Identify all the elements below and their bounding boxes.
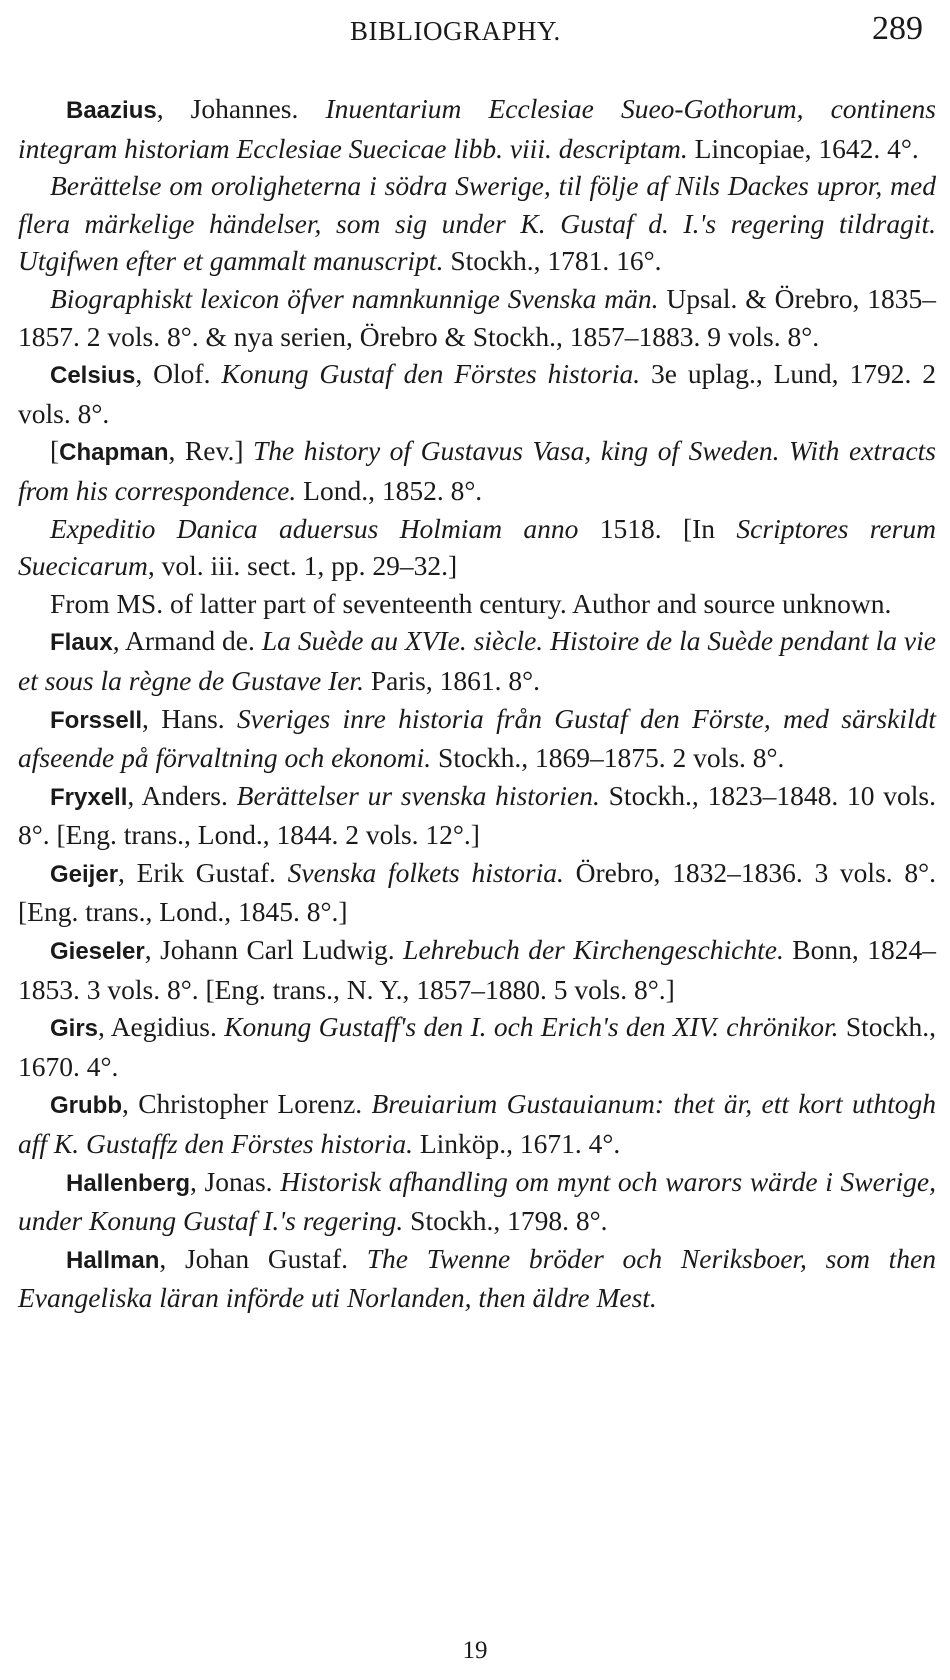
entry-author: Girs	[50, 1015, 99, 1043]
entry-imprint: Linköp., 1671. 4°.	[412, 1128, 621, 1160]
entry-author: Gieseler	[50, 938, 145, 966]
entry-details: , Jonas.	[190, 1165, 281, 1197]
entry-title: Biographiskt lexicon öfver namnkunnige Svenska män.	[50, 282, 659, 314]
entry-details: , Anders.	[127, 779, 237, 811]
bib-entry	[18, 90, 936, 167]
entry-author: Chapman	[59, 439, 169, 467]
page-number: 289	[872, 10, 923, 47]
entry-imprint: 3e uplag., Lund, 1792. 2 vols. 8°.	[18, 358, 936, 429]
entry-imprint: Stockh., 1670. 4°.	[18, 1011, 936, 1082]
entry-details: , Olof.	[135, 358, 222, 390]
entry-imprint: Stockh., 1823–1848. 10 vols. 8°. [Eng. trans., Lond., 1844. 2 vols. 12°.]	[18, 779, 936, 851]
entry-author: Flaux	[50, 629, 113, 657]
entry-imprint: Lond., 1852. 8°.	[296, 474, 483, 506]
entry-details: , Hans.	[142, 702, 238, 734]
entry-title: Breuiarium Gustauianum: thet är, ett kort uthtogh aff K. Gustaffz den Förstes historia.	[18, 1088, 937, 1160]
entry-details: , Erik Gustaf.	[118, 856, 288, 888]
entry-title: Historisk afhandling om mynt och warors wärde i Swerige, under Konung Gustaf I.'s regering.	[18, 1165, 936, 1237]
bib-note	[18, 585, 936, 623]
entry-title: Expeditio Danica aduersus Holmiam anno	[50, 512, 579, 544]
entry-author: Geijer	[50, 860, 119, 888]
signature-mark: 19	[462, 1637, 488, 1664]
entry-details: , Aegidius.	[98, 1011, 225, 1043]
entry-author: Hallenberg	[66, 1169, 191, 1197]
bib-entry	[18, 1240, 936, 1317]
page-header	[0, 8, 950, 48]
bib-entry	[18, 700, 936, 777]
entry-details: , Rev.]	[168, 435, 253, 467]
entry-title: Konung Gustaff's den I. och Erich's den XIV. chrönikor.	[224, 1011, 839, 1043]
entry-imprint: Lincopiae, 1642. 4°.	[687, 132, 919, 164]
open-bracket: [	[50, 435, 60, 467]
bib-entry	[18, 854, 936, 931]
entry-title: Lehrebuch der Kirchengeschichte.	[403, 934, 784, 966]
bib-entry	[18, 432, 936, 509]
entry-imprint: Stockh., 1781. 16°.	[443, 245, 662, 277]
running-head: BIBLIOGRAPHY.	[350, 16, 561, 46]
entry-imprint: 1518. [In	[578, 512, 737, 544]
entry-details: , Armand de.	[112, 625, 262, 657]
entry-details: , Johannes.	[156, 93, 326, 124]
entry-title: The Twenne bröder och Neriksboer, som then Evangeliska läran införde uti Norlanden, then äldre Mest.	[18, 1242, 936, 1314]
entry-imprint: Stockh., 1798. 8°.	[403, 1205, 608, 1237]
note-text: From MS. of latter part of seventeenth century. Author and source unknown.	[50, 587, 892, 619]
entry-title: Konung Gustaf den Förstes historia.	[221, 358, 641, 390]
entry-series-details: , vol. iii. sect. 1, pp. 29–32.]	[147, 550, 458, 582]
bibliography-body	[18, 90, 936, 1317]
entry-author: Fryxell	[50, 783, 128, 811]
entry-details: , Christopher Lorenz.	[122, 1088, 372, 1120]
bib-entry	[18, 280, 936, 355]
bib-entry	[18, 1163, 936, 1240]
bib-entry	[18, 167, 936, 280]
entry-imprint: Örebro, 1832–1836. 3 vols. 8°. [Eng. trans., Lond., 1845. 8°.]	[18, 856, 936, 928]
entry-imprint: Upsal. & Örebro, 1835–1857. 2 vols. 8°. & nya serien, Örebro & Stockh., 1857–1883. 9 vols. 8°.	[18, 282, 936, 352]
entry-imprint: Stockh., 1869–1875. 2 vols. 8°.	[431, 742, 785, 774]
bib-entry	[18, 777, 936, 854]
entry-author: Forssell	[50, 706, 143, 734]
entry-series-title: Scriptores rerum Suecicarum	[18, 512, 936, 582]
entry-title: Berättelse om oroligheterna i södra Swerige, til följe af Nils Dackes upror, med flera märkelige händelser, som sig under K. Gustaf d. I.'s regering tildragit. Utgifwen efter et gammalt manuscript.	[18, 170, 936, 277]
entry-title: Berättelser ur svenska historien.	[236, 779, 600, 811]
entry-author: Hallman	[66, 1246, 160, 1274]
bib-entry	[18, 510, 936, 585]
bib-entry	[18, 622, 936, 699]
bib-entry	[18, 931, 936, 1008]
entry-details: , Johann Carl Ludwig.	[144, 934, 404, 966]
entry-title: The history of Gustavus Vasa, king of Sweden. With extracts from his correspondence.	[18, 435, 936, 506]
entry-imprint: Bonn, 1824–1853. 3 vols. 8°. [Eng. trans., N. Y., 1857–1880. 5 vols. 8°.]	[18, 934, 936, 1005]
entry-imprint: Paris, 1861. 8°.	[363, 664, 540, 696]
entry-title: Sveriges inre historia från Gustaf den Förste, med särskildt afseende på förvaltning och ekonomi.	[18, 702, 936, 774]
bib-entry	[18, 355, 936, 432]
entry-title: Svenska folkets historia.	[287, 856, 564, 888]
entry-details: , Johan Gustaf.	[159, 1242, 367, 1274]
bib-entry	[18, 1085, 936, 1162]
entry-title: La Suède au XVIe. siècle. Histoire de la Suède pendant la vie et sous la règne de Gustave Ier.	[18, 625, 936, 696]
entry-author: Baazius	[66, 97, 157, 124]
entry-author: Celsius	[50, 362, 136, 390]
entry-title: Inuentarium Ecclesiae Sueo-Gothorum, continens integram historiam Ecclesiae Suecicae libb. viii. descriptam.	[18, 93, 936, 164]
entry-author: Grubb	[50, 1092, 122, 1120]
bib-entry	[18, 1008, 936, 1085]
